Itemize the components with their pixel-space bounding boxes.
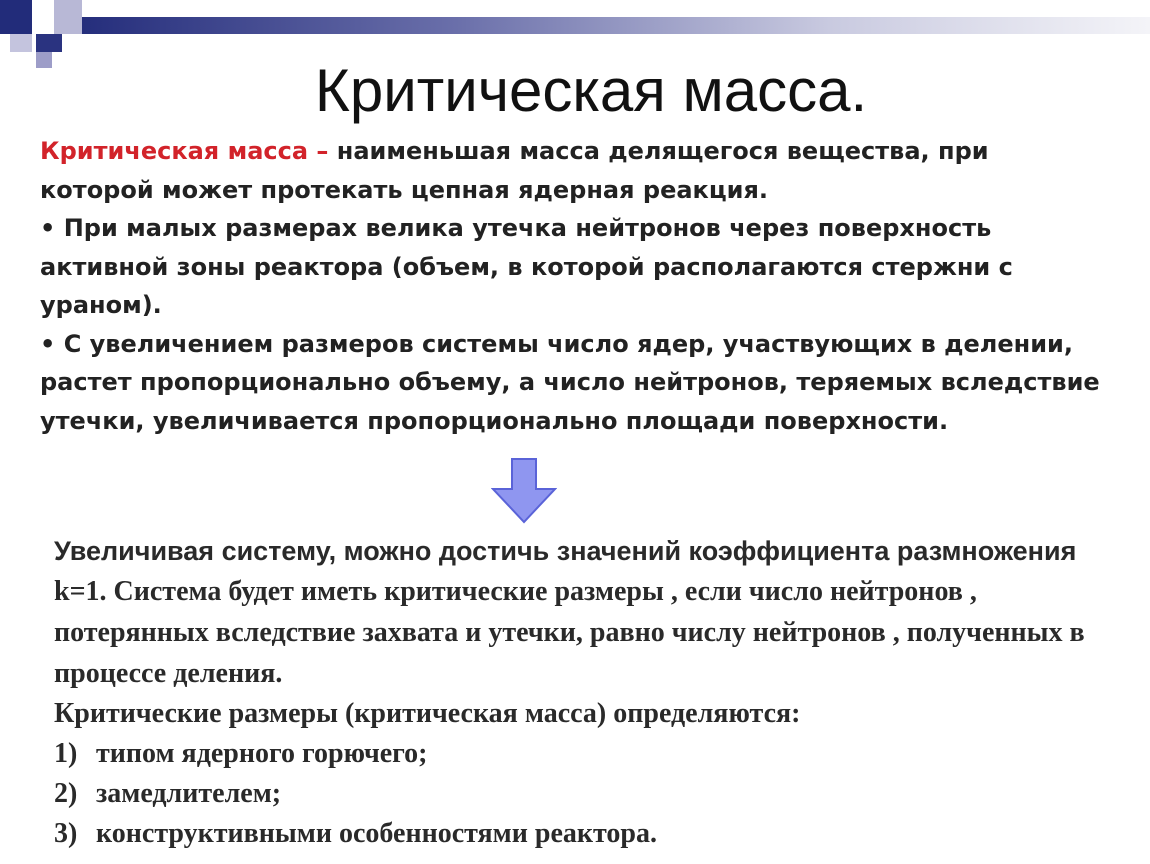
factors-heading: Критические размеры (критическая масса) определяются: [54,698,801,729]
list-item-text: конструктивными особенностями реактора. [96,818,657,849]
conclusion-paragraph [54,531,1134,694]
down-arrow-icon [491,458,557,524]
definition-text: наименьшая масса делящегося вещества, при которой может протекать цепная ядерная реакция. [40,137,989,204]
list-item-text: замедлителем; [96,778,282,809]
list-item-number: 1) [54,738,78,769]
bullet-item: • С увеличением размеров системы число ядер, участвующих в делении, растет пропорционально объему, а число нейтронов, теряемых вследствие утечки, увеличивается пропорционально площади поверхности. [40,329,1100,435]
definition-term: Критическая масса – [40,137,329,165]
header-decor-square [32,0,54,34]
header-decor-square [0,0,32,34]
conclusion-sans-text: Увеличивая систему, можно достичь значений коэффициента размножения [54,536,1077,566]
list-item [54,814,1134,854]
bullet-item: • При малых размерах велика утечка нейтронов через поверхность активной зоны реактора (объем, в которой располагаются стержни с ураном). [40,214,1013,319]
factors-list [54,734,1134,854]
header-decor-square [36,34,62,52]
definition-paragraph [40,132,1100,209]
conclusion-serif-text: k=1. Система будет иметь критические размеры , если число нейтронов , потерянных вследствие захвата и утечки, равно числу нейтронов , полученных в процессе деления. [54,576,1085,689]
list-item-number: 3) [54,818,78,849]
list-item [54,734,1134,774]
header-gradient-bar [82,17,1150,34]
list-item-text: типом ядерного горючего; [96,738,428,769]
slide-title: Критическая масса. [314,57,868,124]
definition-block [40,132,1100,440]
conclusion-block [54,531,1134,854]
header-decor-square [54,0,82,34]
header-decor-square [10,34,32,52]
list-item-number: 2) [54,778,78,809]
list-item [54,774,1134,814]
